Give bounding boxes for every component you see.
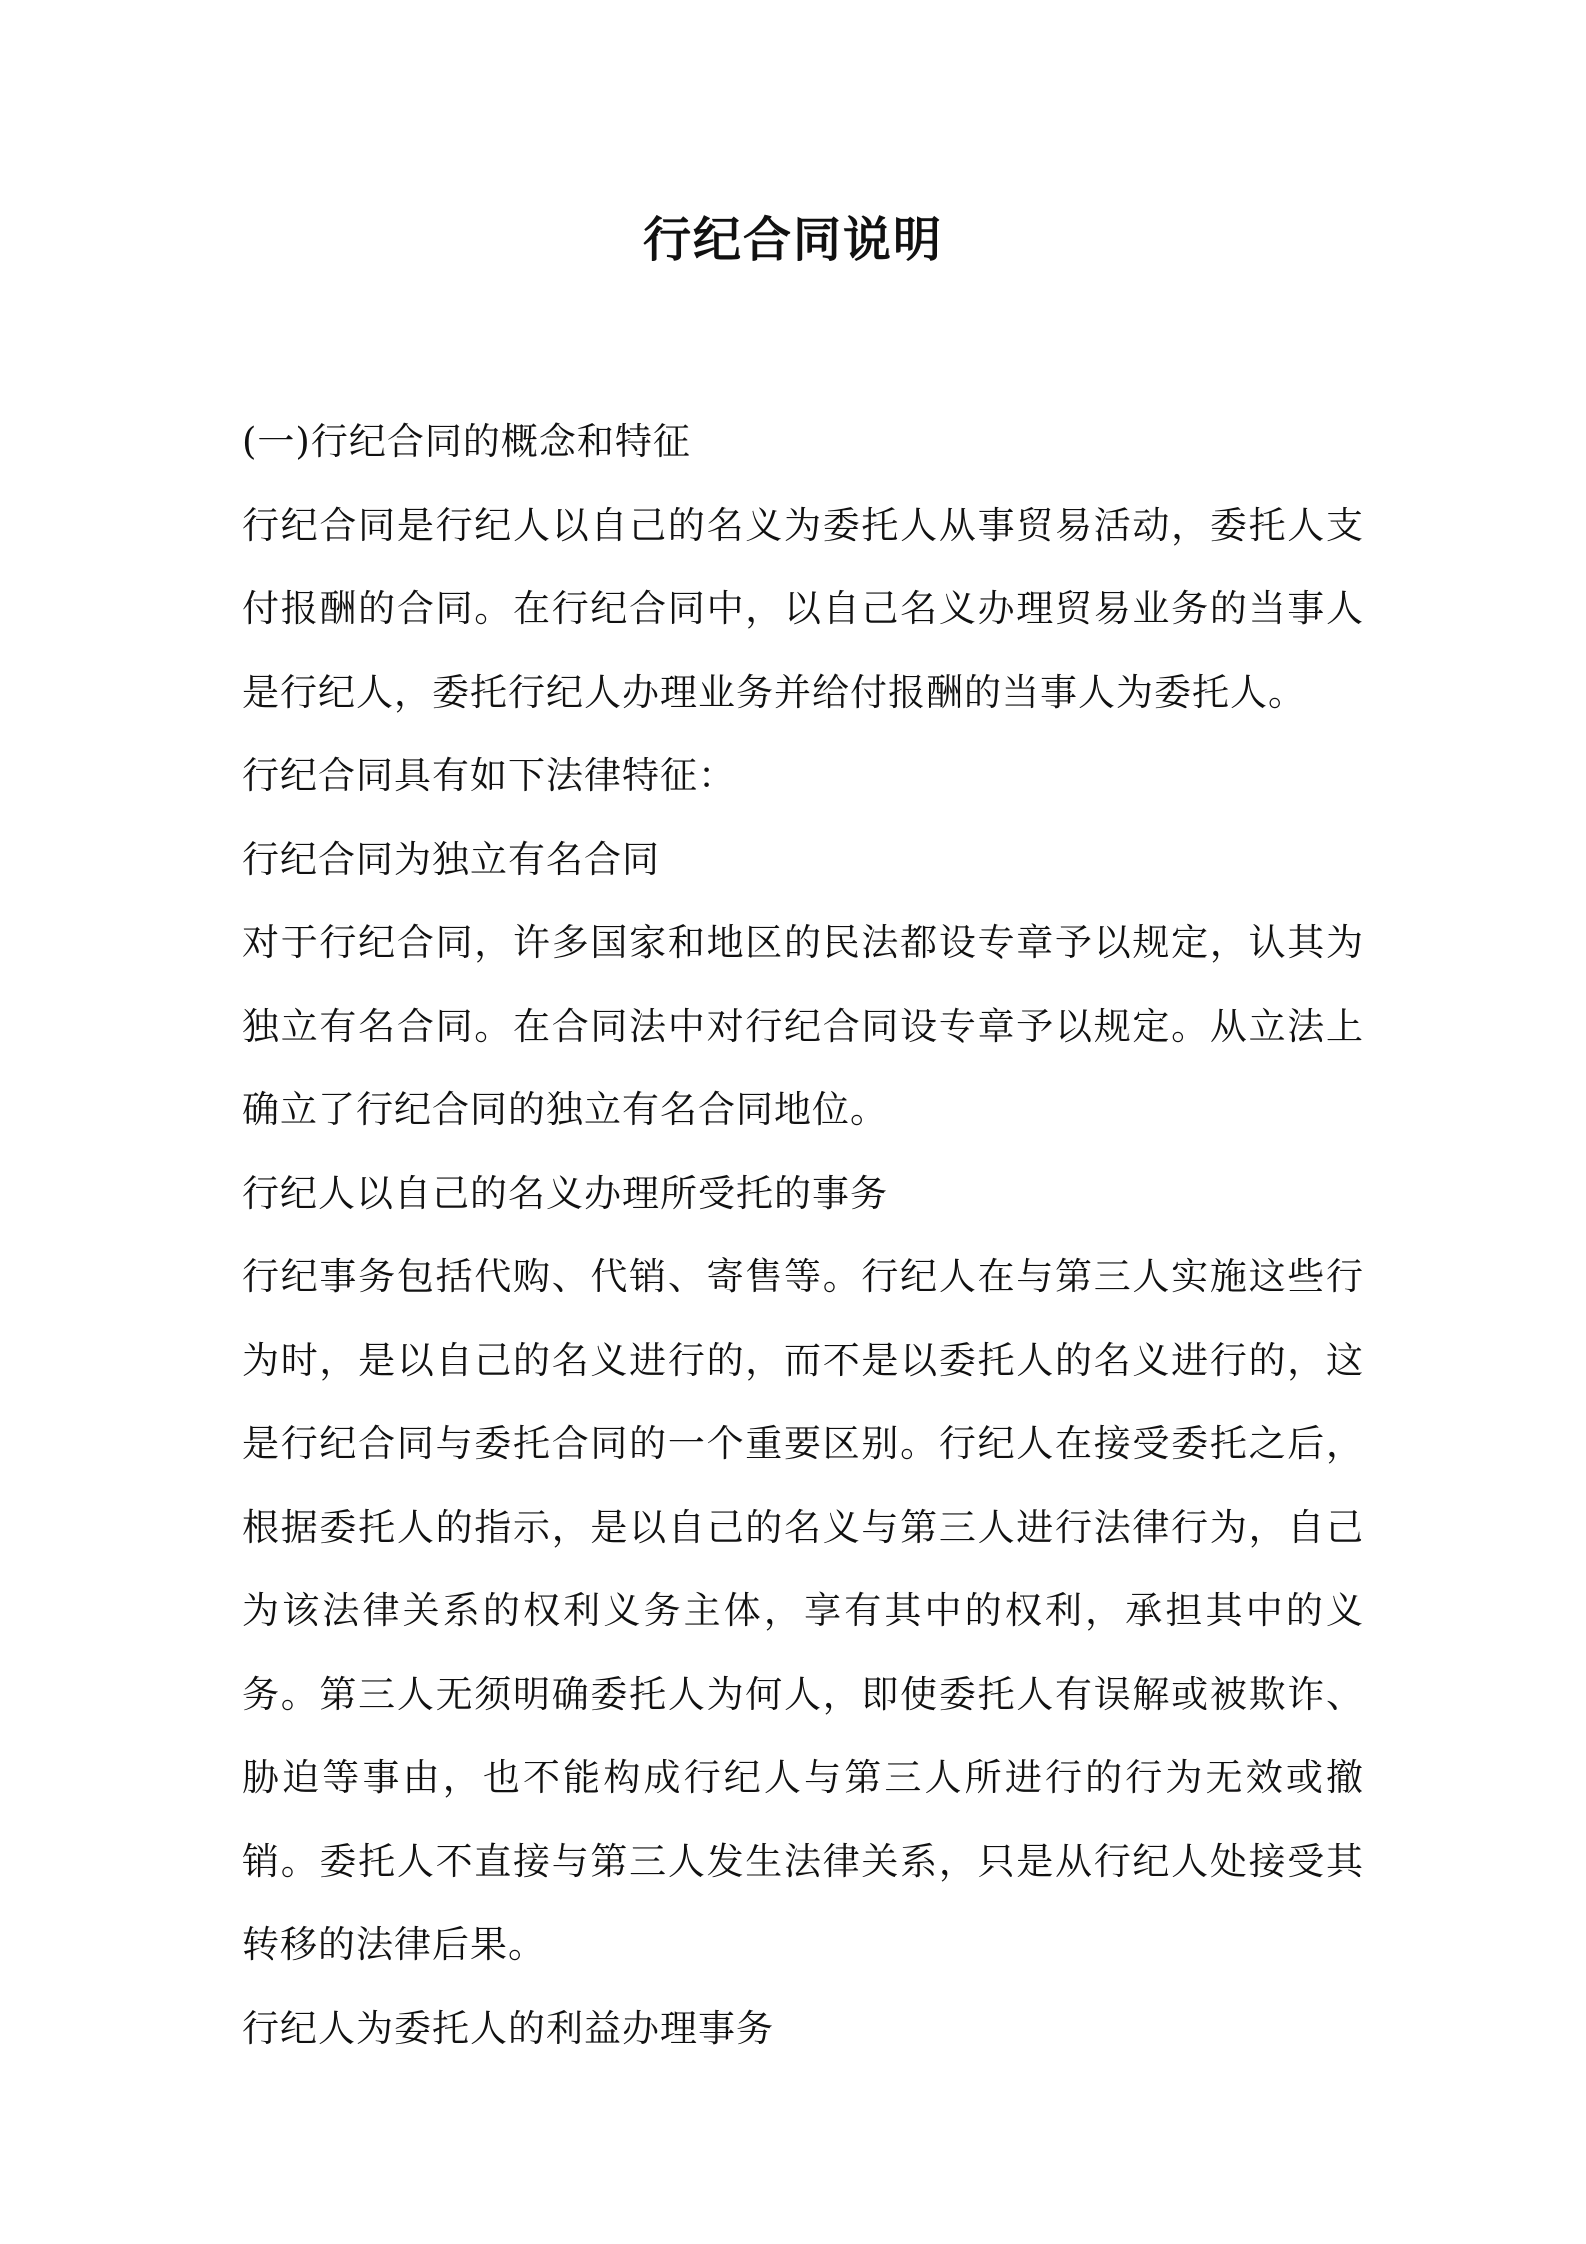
paragraph-features-intro: 行纪合同具有如下法律特征：: [242, 754, 736, 797]
paragraph-definition: 行纪合同是行纪人以自己的名义为委托人从事贸易活动，委托人支付报酬的合同。在行纪合同中，以自己名义办理贸易业务的当事人是行纪人，委托行纪人办理业务并给付报酬的当事人为委托人。: [242, 503, 1364, 714]
document-body: [242, 400, 1364, 2070]
section-heading: (一)行纪合同的概念和特征: [242, 420, 691, 463]
feature-heading-2: 行纪人以自己的名义办理所受托的事务: [242, 1171, 888, 1215]
page-title: 行纪合同说明: [642, 212, 943, 268]
feature-heading-3: 行纪人为委托人的利益办理事务: [242, 2006, 774, 2050]
feature-heading-1: 行纪合同为独立有名合同: [242, 837, 660, 881]
paragraph-feature-1: 对于行纪合同，许多国家和地区的民法都设专章予以规定，认其为独立有名合同。在合同法中对行纪合同设专章予以规定。从立法上确立了行纪合同的独立有名合同地位。: [242, 921, 1364, 1131]
paragraph-feature-2: 行纪事务包括代购、代销、寄售等。行纪人在与第三人实施这些行为时，是以自己的名义进行的，而不是以委托人的名义进行的，这是行纪合同与委托合同的一个重要区别。行纪人在接受委托之后，根据委托人的指示，是以自己的名义与第三人进行法律行为，自己为该法律关系的权利义务主体，享有其中的权利，承担其中的义务。第三人无须明确委托人为何人，即使委托人有误解或被欺诈、胁迫等事由，也不能构成行纪人与第三人所进行的行为无效或撤销。委托人不直接与第三人发生法律关系，只是从行纪人处接受其转移的法律后果。: [242, 1255, 1364, 1966]
